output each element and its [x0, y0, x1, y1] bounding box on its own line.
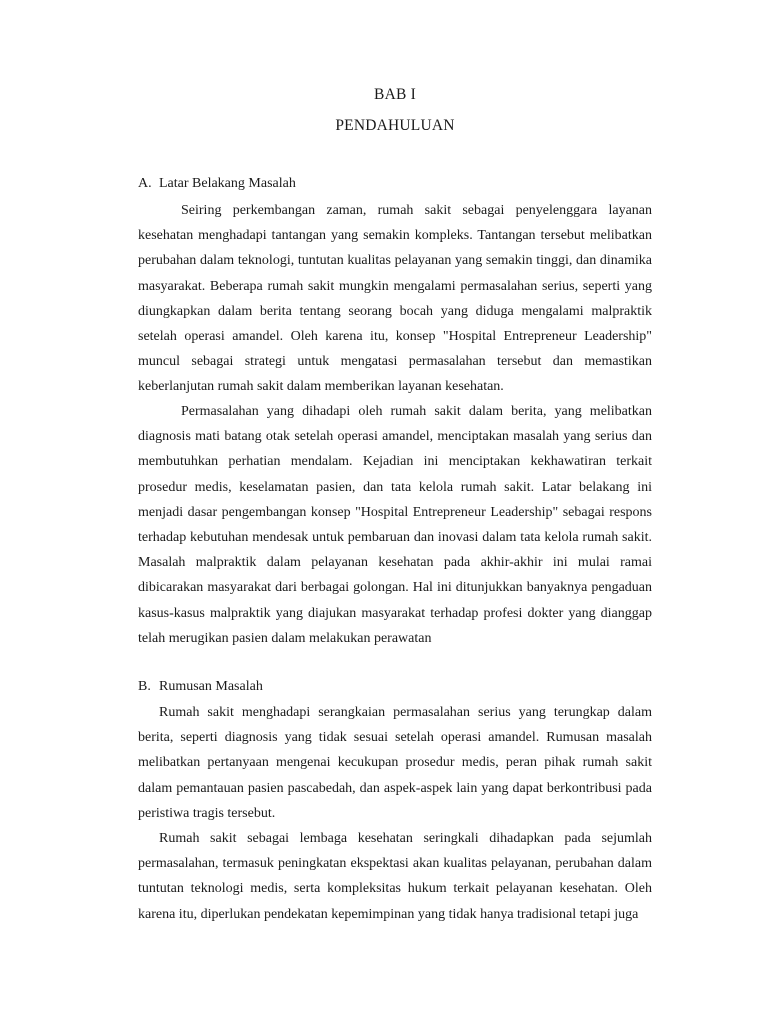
section-heading-a	[138, 176, 296, 192]
section-heading-b	[138, 679, 263, 695]
section-letter: B.	[138, 679, 151, 694]
section-letter: A.	[138, 176, 152, 191]
paragraph: Rumah sakit menghadapi serangkaian permasalahan serius yang terungkap dalam berita, seperti diagnosis yang tidak sesuai setelah operasi amandel. Rumusan masalah melibatkan pertanyaan mengenai kecukupan prosedur medis, peran pihak rumah sakit dalam pemantauan pasien pascabedah, dan aspek-aspek lain yang dapat berkontribusi pada peristiwa tragis tersebut.	[138, 705, 652, 821]
paragraph: Seiring perkembangan zaman, rumah sakit sebagai penyelenggara layanan kesehatan menghadapi tantangan yang semakin kompleks. Tantangan tersebut melibatkan perubahan dalam teknologi, tuntutan kualitas pelayanan yang semakin tinggi, dan dinamika masyarakat. Beberapa rumah sakit mungkin mengalami permasalahan serius, seperti yang diungkapkan dalam berita tentang seorang bocah yang diduga mengalami malpraktik setelah operasi amandel. Oleh karena itu, konsep "Hospital Entrepreneur Leadership" muncul sebagai strategi untuk mengatasi permasalahan tersebut dan memastikan keberlanjutan rumah sakit dalam memberikan layanan kesehatan.	[138, 203, 652, 395]
paragraph: Rumah sakit sebagai lembaga kesehatan seringkali dihadapkan pada sejumlah permasalahan, termasuk peningkatan ekspektasi akan kualitas pelayanan, perubahan dalam tuntutan teknologi medis, serta kompleksitas hukum terkait pelayanan kesehatan. Oleh karena itu, diperlukan pendekatan kepemimpinan yang tidak hanya tradisional tetapi juga	[138, 831, 652, 922]
section-title: Latar Belakang Masalah	[159, 176, 296, 191]
chapter-title: PENDAHULUAN	[335, 117, 455, 134]
section-title: Rumusan Masalah	[159, 679, 263, 694]
chapter-number: BAB I	[374, 86, 416, 103]
paragraph: Permasalahan yang dihadapi oleh rumah sakit dalam berita, yang melibatkan diagnosis mati batang otak setelah operasi amandel, menciptakan masalah yang serius dan membutuhkan perhatian mendalam. Kejadian ini menciptakan kekhawatiran terkait prosedur medis, keselamatan pasien, dan tata kelola rumah sakit. Latar belakang ini menjadi dasar pengembangan konsep "Hospital Entrepreneur Leadership" sebagai respons terhadap kebutuhan mendesak untuk pembaruan dan inovasi dalam tata kelola rumah sakit. Masalah malpraktik dalam pelayanan kesehatan pada akhir-akhir ini mulai ramai dibicarakan masyarakat dari berbagai golongan. Hal ini ditunjukkan banyaknya pengaduan kasus-kasus malpraktik yang diajukan masyarakat terhadap profesi dokter yang dianggap telah merugikan pasien dalam melakukan perawatan	[138, 404, 652, 646]
